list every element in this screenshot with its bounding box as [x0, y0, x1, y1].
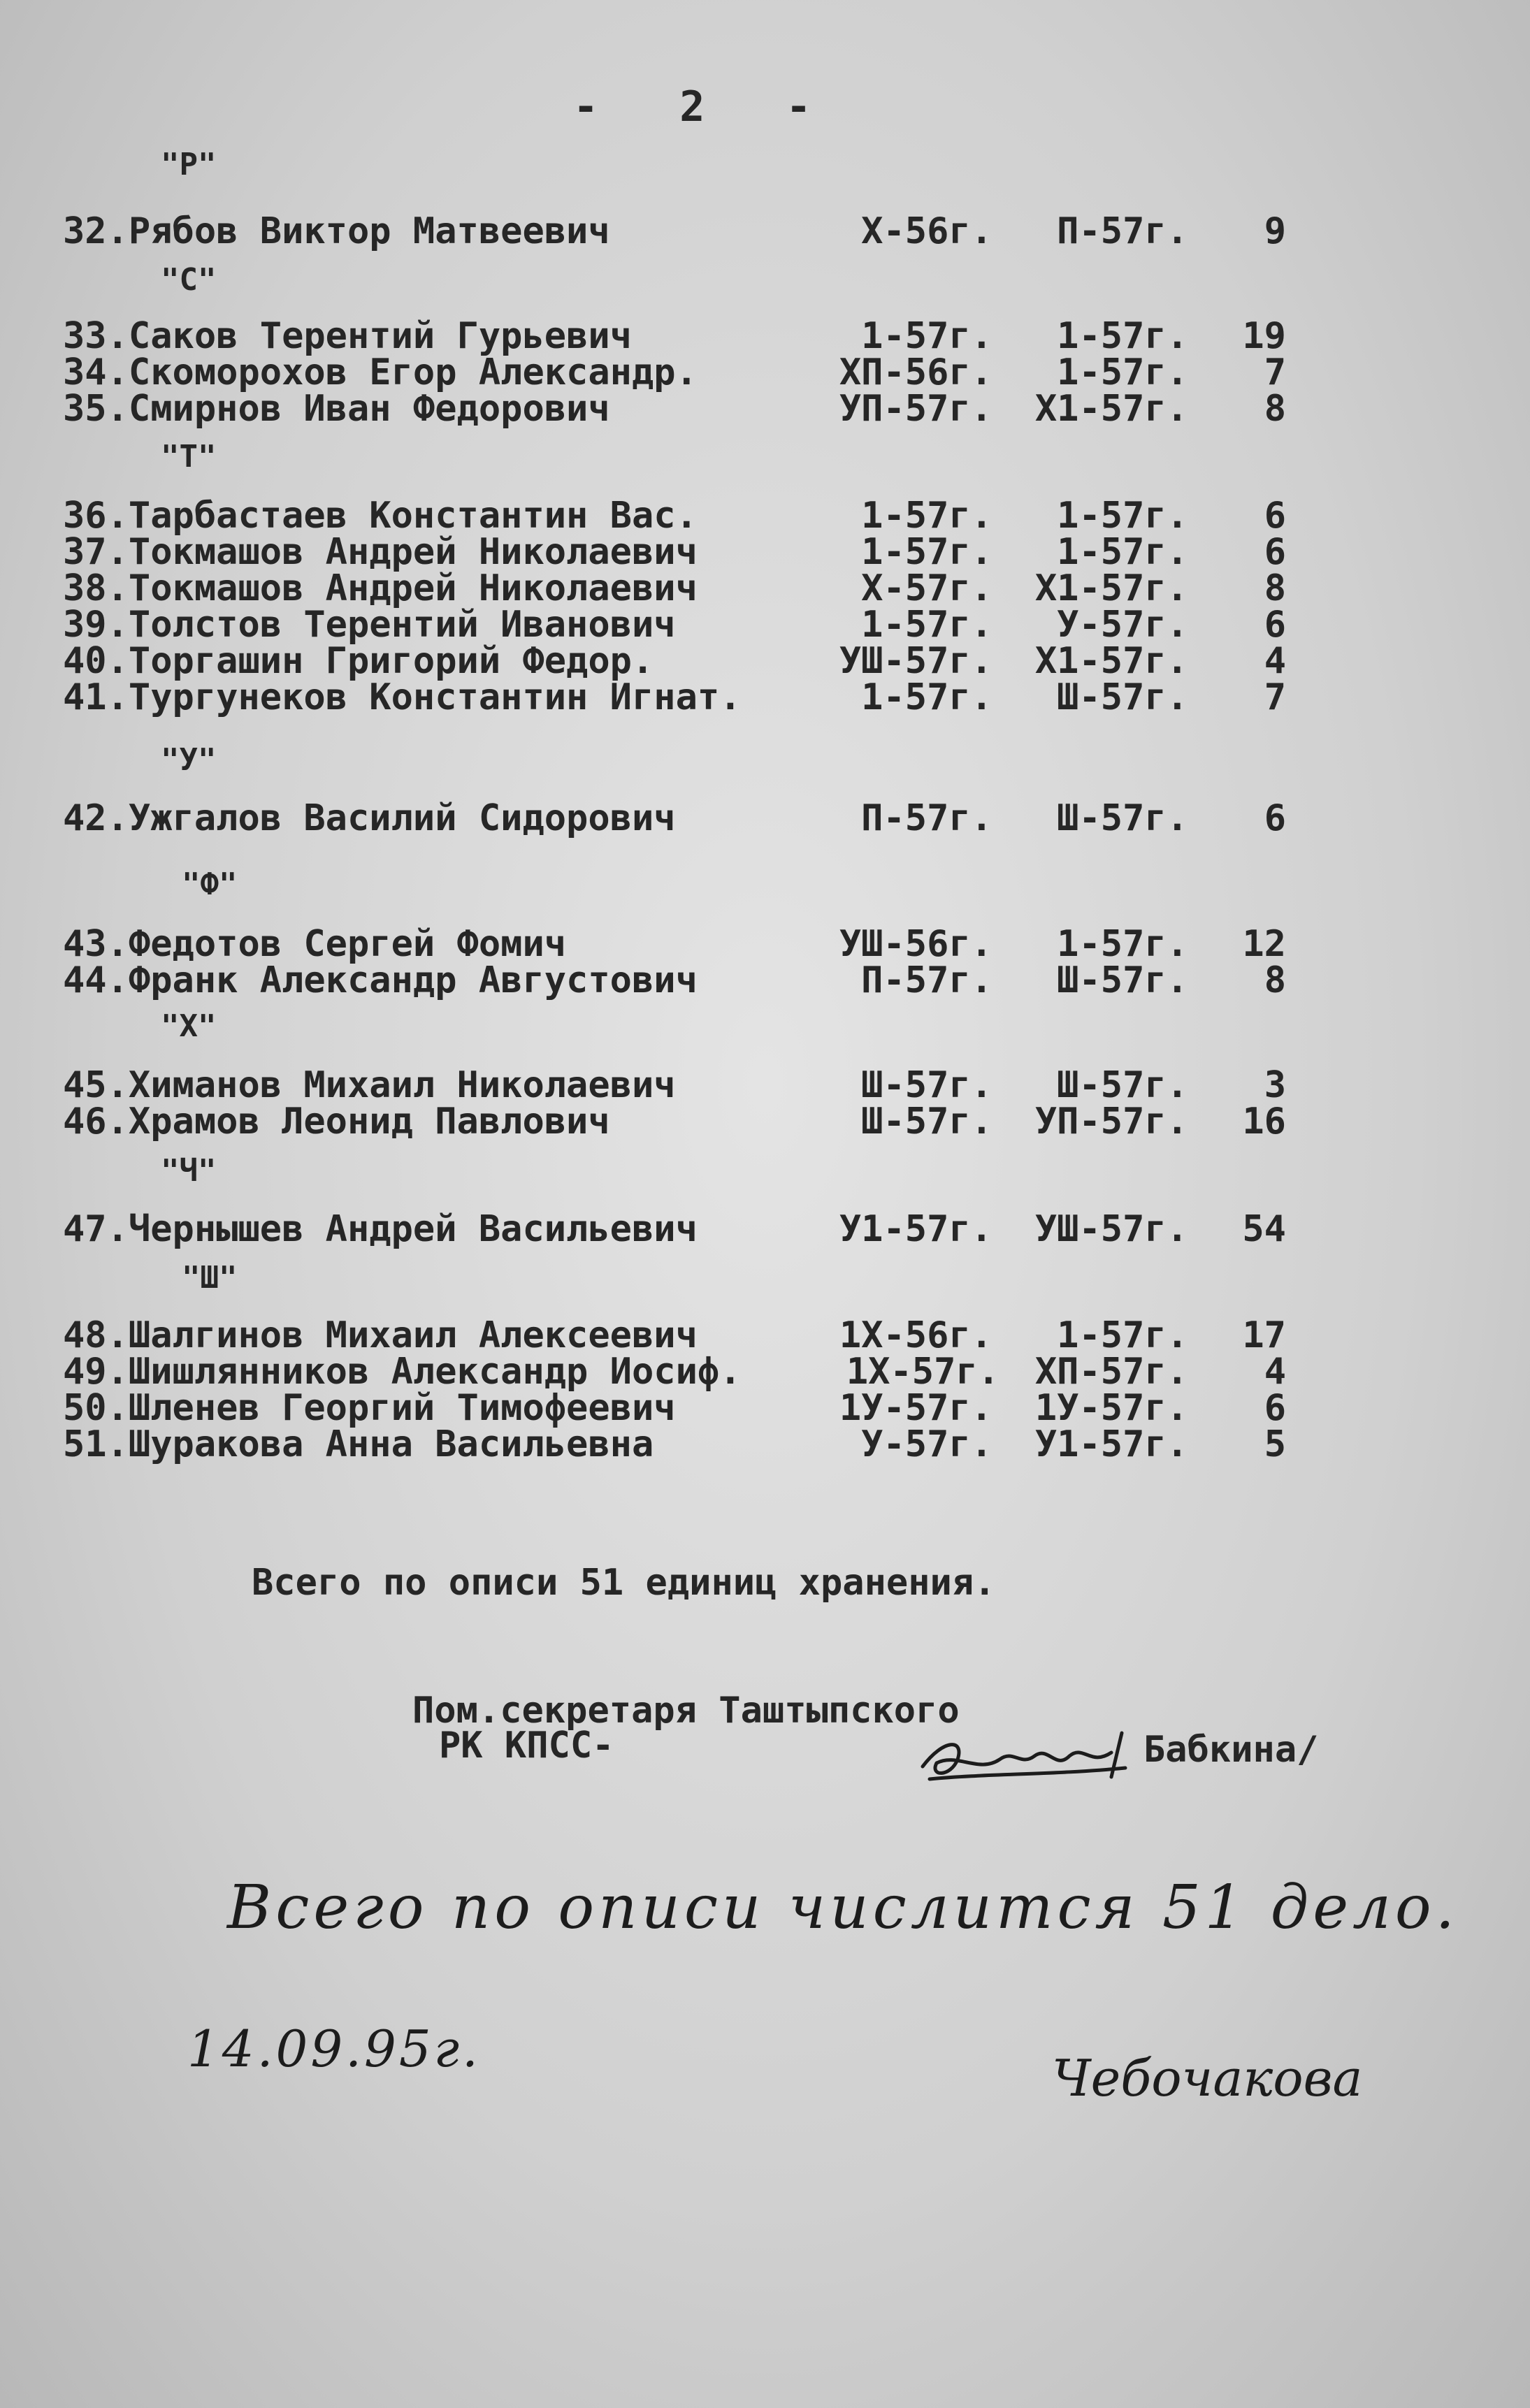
item-start-date: У-57г. [861, 1423, 993, 1465]
list-item [63, 923, 1286, 965]
item-sheet-count: 8 [1264, 959, 1286, 1001]
list-item [63, 315, 1286, 357]
item-sheet-count: 9 [1264, 210, 1286, 252]
item-start-date: УШ-56г. [839, 923, 993, 965]
signatory-title: Пом.секретаря Таштыпского [412, 1690, 960, 1732]
item-end-date: У1-57г. [1034, 1423, 1188, 1465]
item-end-date: Х1-57г. [1034, 388, 1188, 430]
item-end-date: 1-57г. [1057, 495, 1188, 537]
item-end-date: УШ-57г. [1034, 1208, 1188, 1250]
list-item [63, 1423, 1286, 1465]
group-letter-t: "Т" [161, 439, 217, 474]
item-end-date: 1У-57г. [1034, 1387, 1188, 1429]
item-start-date: 1Х-56г. [839, 1314, 993, 1356]
list-item [63, 351, 1286, 393]
list-item [63, 1387, 1286, 1429]
item-sheet-count: 5 [1264, 1423, 1286, 1465]
item-name: 42.Ужгалов Василий Сидорович [63, 797, 676, 839]
item-start-date: УП-57г. [839, 388, 993, 430]
list-item [63, 1351, 1286, 1393]
item-end-date: П-57г. [1057, 210, 1188, 252]
list-item [63, 604, 1286, 646]
item-name: 33.Саков Терентий Гурьевич [63, 315, 632, 357]
item-end-date: Ш-57г. [1057, 797, 1188, 839]
item-sheet-count: 4 [1264, 640, 1286, 682]
list-item [63, 797, 1286, 839]
item-end-date: Ш-57г. [1057, 959, 1188, 1001]
page-number: - 2 - [573, 82, 839, 131]
item-name: 34.Скоморохов Егор Александр. [63, 351, 698, 393]
list-item [63, 567, 1286, 609]
list-item [63, 1314, 1286, 1356]
item-start-date: 1-57г. [861, 531, 993, 573]
list-item [63, 1208, 1286, 1250]
item-end-date: Х1-57г. [1034, 567, 1188, 609]
item-start-date: Ш-57г. [861, 1064, 993, 1106]
item-name: 40.Торгашин Григорий Федор. [63, 640, 654, 682]
item-name: 44.Франк Александр Августович [63, 959, 698, 1001]
item-start-date: 1-57г. [861, 495, 993, 537]
item-end-date: УП-57г. [1034, 1101, 1188, 1143]
item-name: 36.Тарбастаев Константин Вас. [63, 495, 698, 537]
list-item [63, 531, 1286, 573]
item-name: 51.Шуракова Анна Васильевна [63, 1423, 654, 1465]
item-name: 43.Федотов Сергей Фомич [63, 923, 567, 965]
item-end-date: 1-57г. [1057, 1314, 1188, 1356]
signatory-name: Бабкина/ [1143, 1729, 1319, 1771]
item-name: 32.Рябов Виктор Матвеевич [63, 210, 610, 252]
handwritten-archivist-name: Чебочакова [1052, 2049, 1363, 2108]
list-item [63, 1064, 1286, 1106]
list-item [63, 640, 1286, 682]
group-letter-r: "Р" [161, 147, 217, 182]
group-letter-kh: "Х" [161, 1008, 217, 1044]
group-letter-u: "У" [161, 742, 217, 778]
item-name: 49.Шишлянников Александр Иосиф. [63, 1351, 742, 1393]
item-start-date: 1-57г. [861, 676, 993, 718]
item-end-date: У-57г. [1057, 604, 1188, 646]
item-sheet-count: 12 [1242, 923, 1286, 965]
item-sheet-count: 4 [1264, 1351, 1286, 1393]
item-sheet-count: 8 [1264, 567, 1286, 609]
item-end-date: ХП-57г. [1034, 1351, 1188, 1393]
item-start-date: Х-56г. [861, 210, 993, 252]
item-end-date: Ш-57г. [1057, 1064, 1188, 1106]
item-start-date: ХП-56г. [839, 351, 993, 393]
item-sheet-count: 6 [1264, 604, 1286, 646]
total-line: Всего по описи 51 единиц хранения. [252, 1562, 996, 1604]
item-sheet-count: 17 [1242, 1314, 1286, 1356]
item-sheet-count: 7 [1264, 351, 1286, 393]
item-end-date: Х1-57г. [1034, 640, 1188, 682]
list-item [63, 959, 1286, 1001]
list-item [63, 495, 1286, 537]
item-sheet-count: 16 [1242, 1101, 1286, 1143]
group-letter-f: "Ф" [182, 866, 238, 902]
list-item [63, 210, 1286, 252]
item-end-date: 1-57г. [1057, 351, 1188, 393]
list-item [63, 1101, 1286, 1143]
item-start-date: П-57г. [861, 959, 993, 1001]
handwritten-signature [916, 1725, 1132, 1787]
item-start-date: У1-57г. [839, 1208, 993, 1250]
item-sheet-count: 54 [1242, 1208, 1286, 1250]
item-sheet-count: 8 [1264, 388, 1286, 430]
item-name: 41.Тургунеков Константин Игнат. [63, 676, 742, 718]
group-letter-sh: "Ш" [182, 1260, 238, 1296]
group-letter-s: "С" [161, 262, 217, 298]
item-name: 37.Токмашов Андрей Николаевич [63, 531, 698, 573]
item-sheet-count: 19 [1242, 315, 1286, 357]
item-start-date: УШ-57г. [839, 640, 993, 682]
item-end-date: 1-57г. [1057, 923, 1188, 965]
signatory-organization: РК КПСС- [439, 1725, 614, 1767]
item-sheet-count: 6 [1264, 1387, 1286, 1429]
item-sheet-count: 3 [1264, 1064, 1286, 1106]
list-item [63, 388, 1286, 430]
item-name: 50.Шленев Георгий Тимофеевич [63, 1387, 676, 1429]
item-start-date: 1-57г. [861, 315, 993, 357]
item-name: 48.Шалгинов Михаил Алексеевич [63, 1314, 698, 1356]
item-start-date: Ш-57г. [861, 1101, 993, 1143]
item-sheet-count: 6 [1264, 797, 1286, 839]
handwritten-date: 14.09.95г. [187, 2019, 481, 2078]
item-start-date: Х-57г. [861, 567, 993, 609]
item-end-date: 1-57г. [1057, 531, 1188, 573]
handwritten-total-note: Всего по описи числится 51 дело. [227, 1873, 1459, 1943]
item-sheet-count: 7 [1264, 676, 1286, 718]
item-name: 35.Смирнов Иван Федорович [63, 388, 610, 430]
item-name: 46.Храмов Леонид Павлович [63, 1101, 610, 1143]
item-name: 47.Чернышев Андрей Васильевич [63, 1208, 698, 1250]
list-item [63, 676, 1286, 718]
item-sheet-count: 6 [1264, 495, 1286, 537]
item-end-date: Ш-57г. [1057, 676, 1188, 718]
item-name: 39.Толстов Терентий Иванович [63, 604, 676, 646]
item-start-date: 1-57г. [861, 604, 993, 646]
item-name: 45.Химанов Михаил Николаевич [63, 1064, 676, 1106]
item-start-date: П-57г. [861, 797, 993, 839]
item-start-date: 1У-57г. [839, 1387, 993, 1429]
item-start-date: 1Х-57г. [846, 1351, 999, 1393]
item-name: 38.Токмашов Андрей Николаевич [63, 567, 698, 609]
item-end-date: 1-57г. [1057, 315, 1188, 357]
group-letter-ch: "Ч" [161, 1153, 217, 1189]
item-sheet-count: 6 [1264, 531, 1286, 573]
